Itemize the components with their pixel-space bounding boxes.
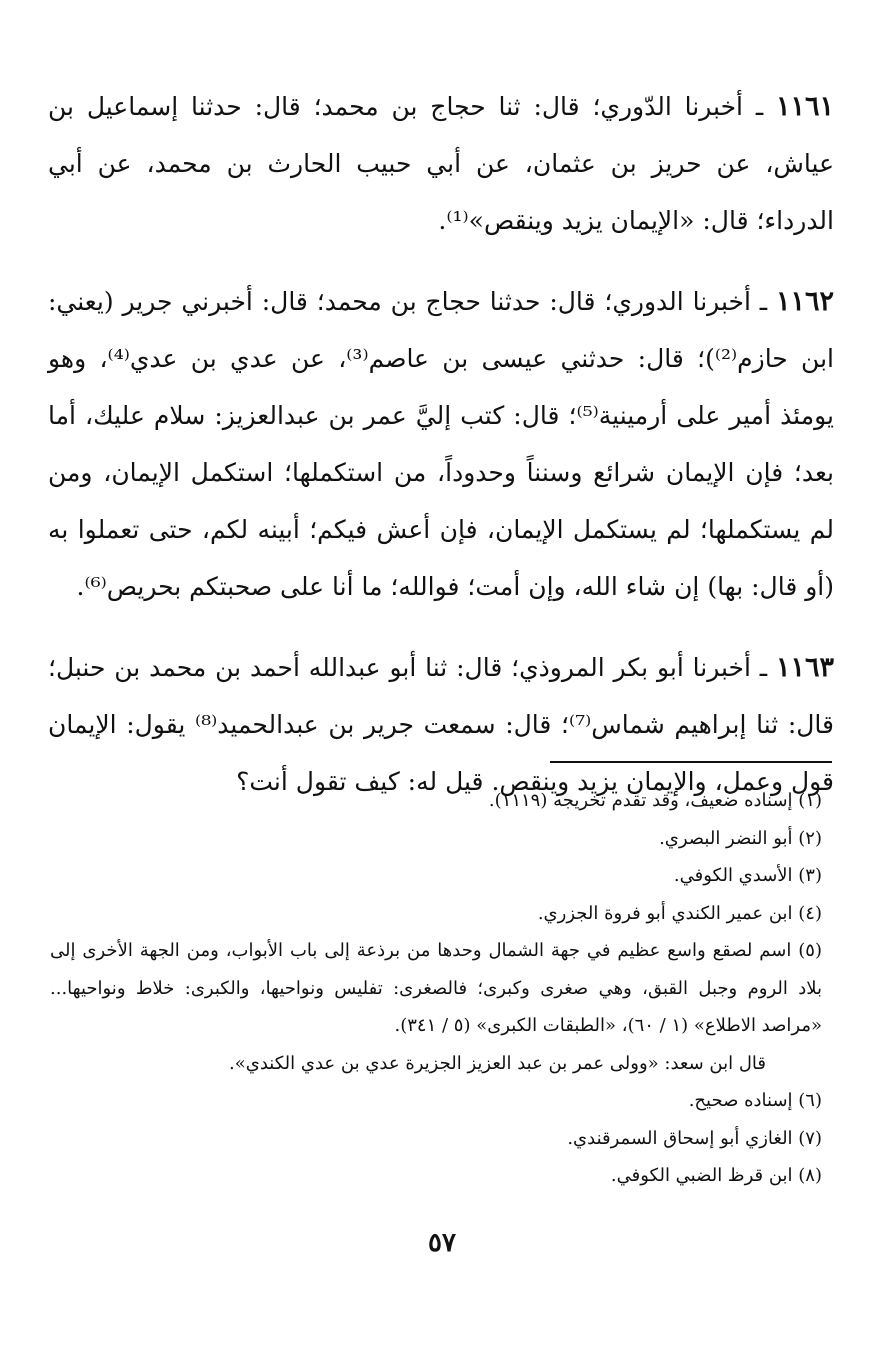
footnote-8: (٨) ابن قرظ الضبي الكوفي. — [610, 1165, 822, 1186]
footnote-7: (٧) الغازي أبو إسحاق السمرقندي. — [567, 1127, 822, 1149]
footnotes — [50, 782, 822, 1195]
hadith-number: ١١٦١ — [775, 91, 834, 122]
hadith-text: ـ أخبرنا أبو بكر المروذي؛ قال: ثنا أبو عبدالله أحمد بن محمد بن حنبل؛ قال: ثنا إبراهيم شماس⁽⁷⁾؛ قال: سمعت جرير بن عبدالحميد⁽⁸⁾ يقول: الإيمان قول وعمل، والإيمان يزيد وينقص. قيل له: كيف تقول أنت؟ — [48, 653, 834, 796]
hadith-1162 — [48, 273, 834, 615]
hadith-number: ١١٦٢ — [775, 286, 834, 317]
footnote-5-continued: قال ابن سعد: «وولى عمر بن عبد العزيز الجزيرة عدي بن عدي الكندي». — [229, 1052, 766, 1074]
page-number: ٥٧ — [428, 1228, 456, 1258]
hadith-text: ـ أخبرنا الدّوري؛ قال: ثنا حجاج بن محمد؛ قال: حدثنا إسماعيل بن عياش، عن حريز بن عثمان، عن أبي حبيب الحارث بن محمد، عن أبي الدرداء؛ قال: «الإيمان يزيد وينقص»⁽¹⁾. — [48, 92, 834, 235]
footnote-2: (٢) أبو النضر البصري. — [659, 827, 822, 849]
footnote-separator — [550, 761, 832, 763]
footnote-6: (٦) إسناده صحيح. — [688, 1090, 822, 1111]
main-text — [48, 78, 834, 834]
footnote-1: (١) إسناده ضعيف، وقد تقدم تخريجه (١١١٩). — [488, 790, 822, 811]
footnote-3: (٣) الأسدي الكوفي. — [673, 865, 822, 886]
hadith-text: ـ أخبرنا الدوري؛ قال: حدثنا حجاج بن محمد؛ قال: أخبرني جرير (يعني: ابن حازم⁽²⁾)؛ قال: حدثني عيسى بن عاصم⁽³⁾، عن عدي بن عدي⁽⁴⁾، وهو يومئذ أمير على أرمينية⁽⁵⁾؛ قال: كتب إليَّ عمر بن عبدالعزيز: سلام عليك، أما بعد؛ فإن الإيمان شرائع وسنناً وحدوداً، من استكملها؛ استكمل الإيمان، ومن لم يستكملها؛ لم يستكمل الإيمان، فإن أعش فيكم؛ أبينه لكم، حتى تعملوا به (أو قال: بها) إن شاء الله، وإن أمت؛ فوالله؛ ما أنا على صحبتكم بحريص⁽⁶⁾. — [48, 287, 834, 601]
footnote-5: (٥) اسم لصقع واسع عظيم في جهة الشمال وحدها من برذعة إلى باب الأبواب، ومن الجهة الأخرى إلى بلاد الروم وجبل القبق، وهي صغرى وكبرى؛ فالصغرى: تفليس ونواحيها، والكبرى: خلاط ونواحيها... «مراصد الاطلاع» (١ / ٦٠)، «الطبقات الكبرى» (٥ / ٣٤١). — [50, 940, 822, 1036]
footnote-4: (٤) ابن عمير الكندي أبو فروة الجزري. — [537, 902, 822, 924]
hadith-number: ١١٦٣ — [775, 652, 834, 683]
hadith-1161 — [48, 78, 834, 249]
